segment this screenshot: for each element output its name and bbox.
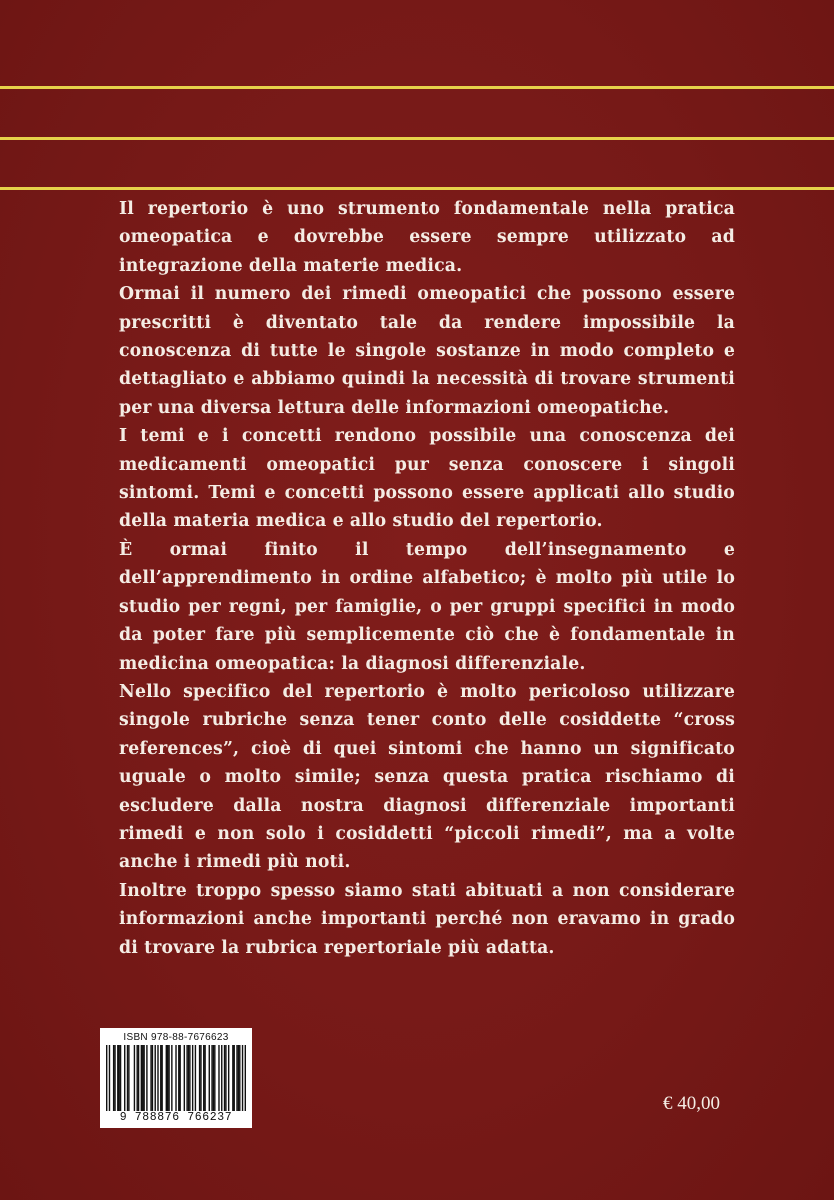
decorative-rule-top [0, 86, 834, 89]
blurb-text [119, 195, 735, 962]
blurb-paragraph: È ormai finito il tempo dell’insegnamento e dell’apprendimento in ordine alfabetico; è molto più utile lo studio per regni, per famiglie, o per gruppi specifici in modo da poter fare più semplicemente ciò che è fondamentale in medicina omeopatica: la diagnosi differenziale. [119, 539, 735, 674]
ean-digits: 9 788876 766237 [119, 1111, 233, 1124]
blurb-paragraph: Il repertorio è uno strumento fondamentale nella pratica omeopatica e dovrebbe essere sempre utilizzato ad integrazione della materie medica. [119, 199, 735, 276]
blurb-paragraph: Ormai il numero dei rimedi omeopatici che possono essere prescritti è diventato tale da rendere impossibile la conoscenza di tutte le singole sostanze in modo completo e dettagliato e abbiamo quindi la necessità di trovare strumenti per una diversa lettura delle informazioni omeopatiche. [119, 284, 735, 418]
barcode-bars [106, 1045, 246, 1111]
decorative-rule-middle [0, 137, 834, 140]
isbn-label: ISBN 978-88-7676623 [123, 1032, 229, 1043]
decorative-rule-bottom [0, 187, 834, 190]
blurb-paragraph: Nello specifico del repertorio è molto pericoloso utilizzare singole rubriche senza tener conto delle cosiddette “cross references”, cioè di quei sintomi che hanno un significato uguale o molto simile; senza questa pratica rischiamo di escludere dalla nostra diagnosi differenziale importanti rimedi e non solo i cosiddetti “piccoli rimedi”, ma a volte anche i rimedi più noti. [119, 681, 735, 873]
blurb-paragraph: I temi e i concetti rendono possibile una conoscenza dei medicamenti omeopatici pur senza conoscere i singoli sintomi. Temi e concetti possono essere applicati allo studio della materia medica e allo studio del repertorio. [119, 426, 735, 532]
blurb-paragraph: Inoltre troppo spesso siamo stati abituati a non considerare informazioni anche importanti perché non eravamo in grado di trovare la rubrica repertoriale più adatta. [119, 880, 735, 958]
isbn-barcode [100, 1028, 252, 1128]
price-label: € 40,00 [663, 1093, 720, 1114]
